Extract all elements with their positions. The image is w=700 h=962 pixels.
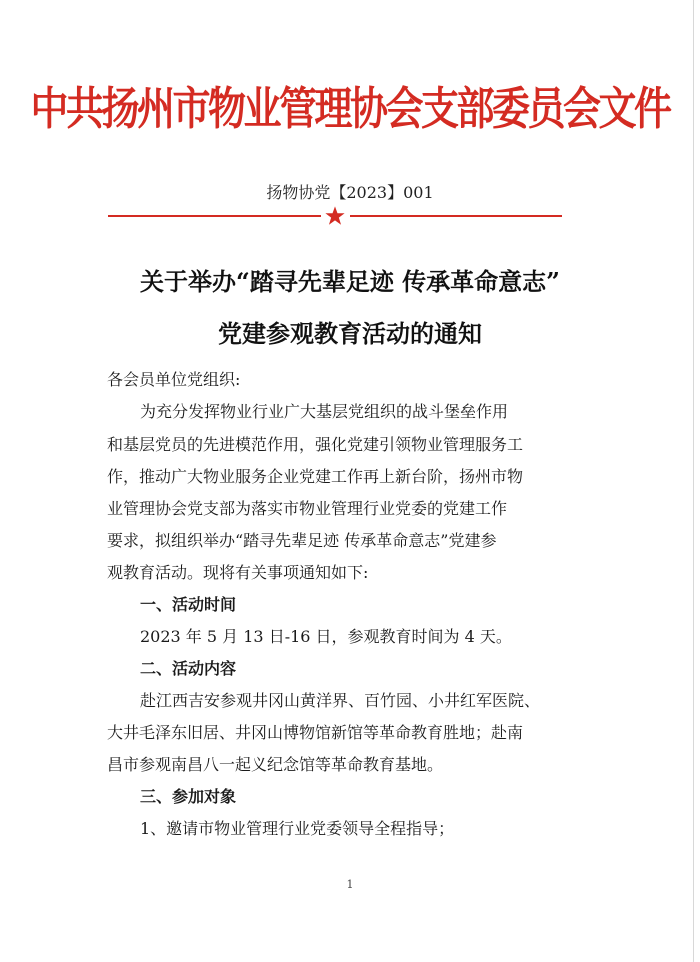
red-star-icon (324, 205, 346, 227)
intro-line: 作，推动广大物业服务企业党建工作再上新台阶，扬州市物 (107, 467, 524, 486)
scan-edge-line (693, 0, 694, 962)
section-heading-participants: 三、参加对象 (140, 787, 237, 806)
page-number: 1 (346, 878, 354, 891)
red-rule-right (350, 215, 562, 217)
intro-line: 和基层党员的先进模范作用，强化党建引领物业管理服务工 (107, 435, 524, 454)
section-heading-content: 二、活动内容 (140, 659, 237, 678)
section-participants-line: 1、邀请市物业管理行业党委领导全程指导； (140, 819, 455, 838)
section-content-line: 大井毛泽东旧居、井冈山博物馆新馆等革命教育胜地；赴南 (107, 723, 524, 742)
intro-line: 要求，拟组织举办“踏寻先辈足迹 传承革命意志”党建参 (107, 531, 497, 550)
letterhead-title: 中共扬州市物业管理协会支部委员会文件 (30, 82, 670, 135)
intro-line: 为充分发挥物业行业广大基层党组织的战斗堡垒作用 (140, 402, 509, 421)
section-content-line: 赴江西吉安参观井冈山黄洋界、百竹园、小井红军医院、 (140, 691, 541, 710)
section-heading-time: 一、活动时间 (140, 595, 237, 614)
section-content-line: 昌市参观南昌八一起义纪念馆等革命教育基地。 (107, 755, 444, 774)
intro-line: 业管理协会党支部为落实市物业管理行业党委的党建工作 (107, 499, 508, 518)
section-time-text: 2023 年 5 月 13 日-16 日，参观教育时间为 4 天。 (140, 627, 512, 646)
salutation: 各会员单位党组织: (107, 370, 241, 389)
notice-title-line-1: 关于举办“踏寻先辈足迹 传承革命意志” (140, 267, 560, 296)
notice-title-line-2: 党建参观教育活动的通知 (218, 319, 482, 348)
document-number: 扬物协党【2023】001 (266, 183, 434, 202)
red-rule-left (108, 215, 321, 217)
intro-line: 观教育活动。现将有关事项通知如下: (107, 563, 369, 582)
